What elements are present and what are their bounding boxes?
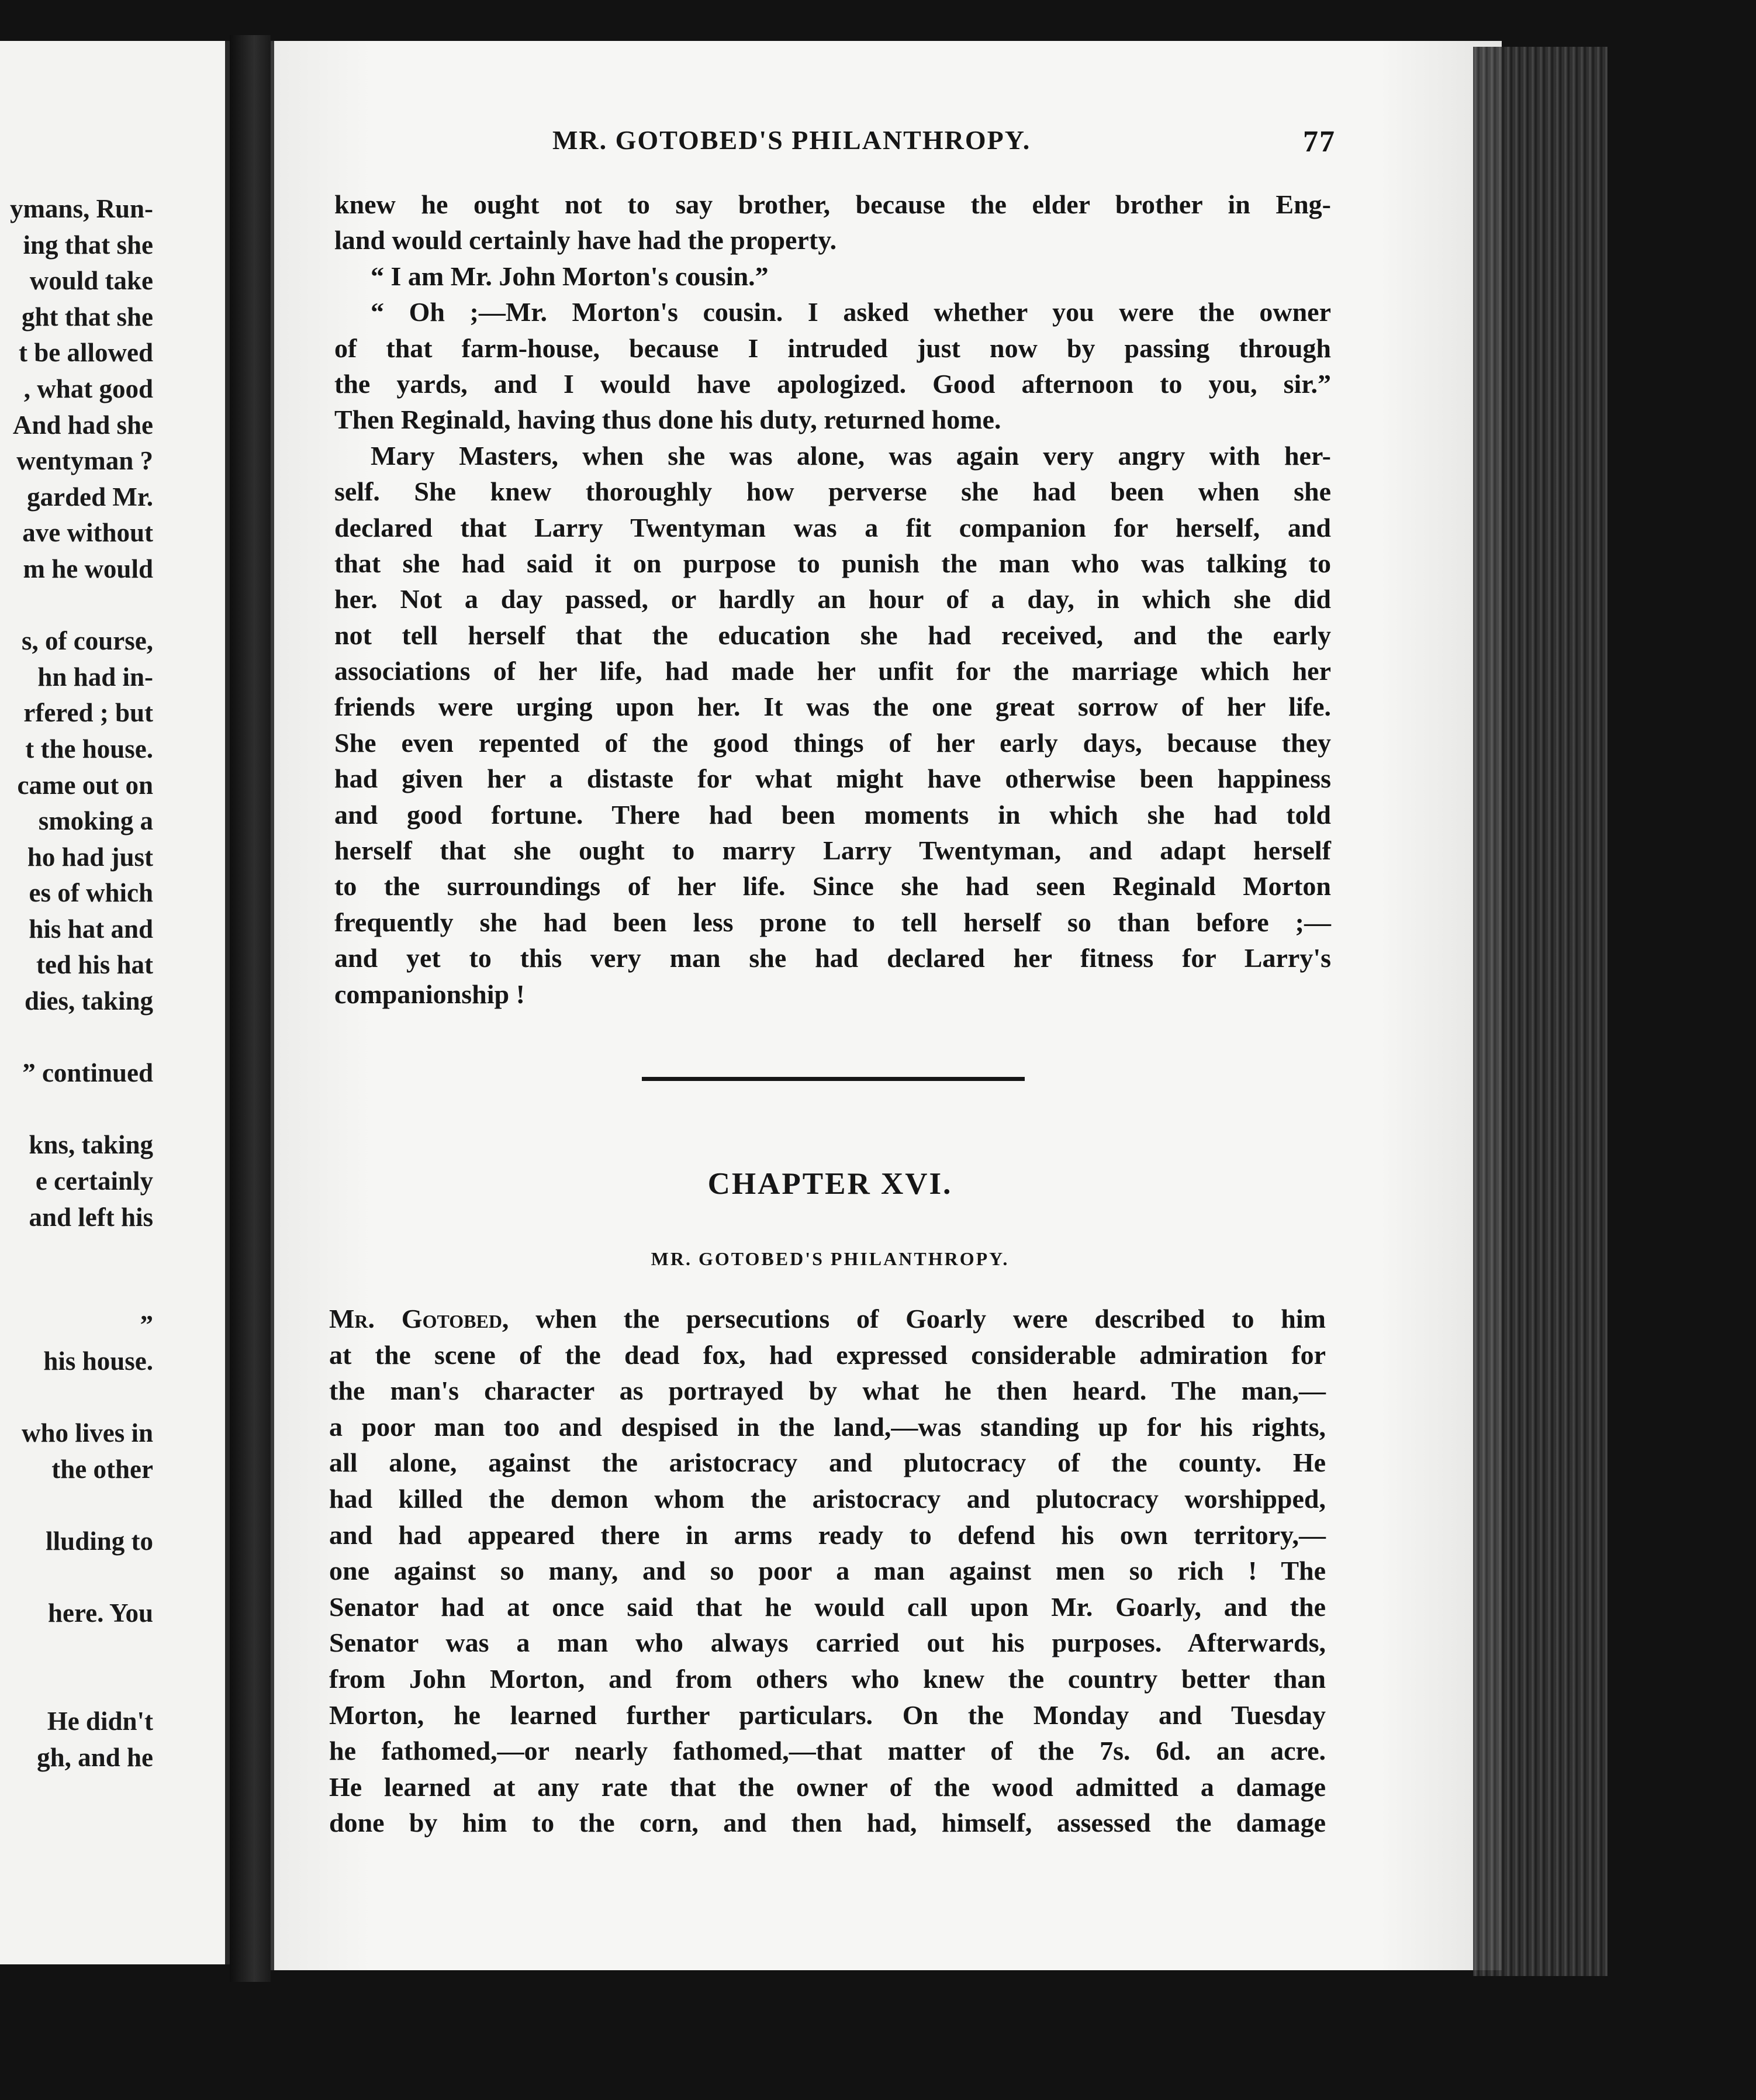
left-page-line: came out on	[17, 770, 153, 800]
left-page-line: ymans, Run-	[9, 194, 153, 223]
left-page-line: kns, taking	[29, 1130, 153, 1160]
left-page-line	[0, 1092, 153, 1128]
left-page-line	[0, 1632, 153, 1668]
body-line: friends were urging upon her. It was the one great sorrow of her life.	[334, 692, 1331, 722]
chapter-line: Morton, he learned further particulars. On the Monday and Tuesday	[329, 1700, 1326, 1730]
left-page-line: gh, and he	[37, 1742, 153, 1772]
left-page-line: ing that she	[23, 230, 153, 260]
left-page-line: He didn't	[47, 1706, 153, 1736]
page-edges	[1473, 47, 1608, 1976]
body-line: land would certainly have had the property.	[334, 225, 837, 255]
chapter-line: from John Morton, and from others who knew the country better than	[329, 1663, 1326, 1694]
left-page-line: wentyman ?	[16, 446, 153, 476]
body-line: Mary Masters, when she was alone, was again very angry with her-	[371, 440, 1331, 471]
left-page-line	[0, 1020, 153, 1056]
left-page-line: smoking a	[38, 806, 153, 836]
left-page-line: lluding to	[46, 1526, 153, 1556]
body-line: and good fortune. There had been moments in which she had told	[334, 799, 1331, 830]
left-page-line: his hat and	[29, 914, 153, 944]
left-page-line: ho had just	[27, 842, 153, 872]
body-line: She even repented of the good things of her early days, because they	[334, 727, 1331, 758]
chapter-line: He learned at any rate that the owner of the wood admitted a damage	[329, 1771, 1326, 1802]
body-line: companionship !	[334, 979, 525, 1009]
body-line: herself that she ought to marry Larry Twentyman, and adapt herself	[334, 835, 1331, 866]
left-page-line: and left his	[29, 1202, 153, 1232]
left-page-line: here. You	[48, 1598, 153, 1628]
left-page-line: garded Mr.	[27, 482, 153, 512]
left-page-line: his house.	[43, 1346, 153, 1376]
body-line: to the surroundings of her life. Since she had seen Reginald Morton	[334, 871, 1331, 902]
left-page-line	[0, 1667, 153, 1704]
left-page-line: rfered ; but	[23, 698, 153, 728]
body-line: her. Not a day passed, or hardly an hour of a day, in which she did	[334, 584, 1331, 614]
chapter-text	[329, 1301, 1326, 1841]
body-line: had given her a distaste for what might have otherwise been happiness	[334, 764, 1331, 794]
left-page-line: m he would	[23, 554, 153, 583]
left-page-line	[0, 1560, 153, 1596]
left-page-line: ted his hat	[36, 950, 153, 980]
chapter-line: a poor man too and despised in the land,—was standing up for his rights,	[329, 1411, 1326, 1442]
chapter-line: and had appeared there in arms ready to defend his own territory,—	[329, 1519, 1326, 1550]
left-page	[0, 41, 230, 1964]
left-page-line: the other	[51, 1454, 153, 1484]
left-page-line: ave without	[22, 518, 153, 548]
left-page-line: dies, taking	[24, 986, 153, 1016]
body-line: that she had said it on purpose to punish the man who was talking to	[334, 548, 1331, 578]
chapter-line: one against so many, and so poor a man against men so rich ! The	[329, 1556, 1326, 1586]
chapter-line: he fathomed,—or nearly fathomed,—that matter of the 7s. 6d. an acre.	[329, 1736, 1326, 1766]
body-line: not tell herself that the education she had received, and the early	[334, 620, 1331, 650]
section-rule	[642, 1077, 1025, 1081]
body-line: self. She knew thoroughly how perverse she had been when she	[334, 476, 1331, 507]
left-page-line: would take	[29, 266, 153, 296]
left-page-text	[0, 191, 153, 1776]
chapter-line: Senator had at once said that he would call upon Mr. Goarly, and the	[329, 1591, 1326, 1622]
left-page-line	[0, 1487, 153, 1524]
chapter-line: all alone, against the aristocracy and plutocracy of the county. He	[329, 1448, 1326, 1478]
left-page-line	[0, 1380, 153, 1416]
left-page-line: es of which	[29, 878, 153, 908]
left-page-line	[0, 1235, 153, 1272]
left-page-line	[0, 588, 153, 624]
body-line: associations of her life, had made her unfit for the marriage which her	[334, 656, 1331, 686]
body-line: and yet to this very man she had declared her fitness for Larry's	[334, 943, 1331, 973]
page-header	[552, 125, 1336, 165]
left-page-line: ”	[140, 1310, 153, 1340]
chapter-line: had killed the demon whom the aristocracy and plutocracy worshipped,	[329, 1483, 1326, 1514]
body-line: declared that Larry Twentyman was a fit companion for herself, and	[334, 512, 1331, 543]
page-number: 77	[1303, 125, 1336, 158]
left-page-line: t the house.	[25, 734, 153, 764]
book-gutter	[230, 35, 271, 1982]
chapter-subtitle: MR. GOTOBED'S PHILANTHROPY.	[651, 1248, 1010, 1269]
left-page-line: And had she	[12, 410, 153, 440]
left-page-line: s, of course,	[22, 626, 153, 656]
body-line: the yards, and I would have apologized. Good afternoon to you, sir.”	[334, 368, 1331, 399]
body-line: “ I am Mr. John Morton's cousin.”	[371, 261, 769, 291]
body-line: frequently she had been less prone to tell herself so than before ;—	[334, 907, 1331, 937]
chapter-line: Senator was a man who always carried out his purposes. Afterwards,	[329, 1628, 1326, 1658]
left-page-line	[0, 1272, 153, 1308]
left-page-line: ” continued	[22, 1058, 153, 1088]
chapter-opening-word: Mr. Gotobed,	[329, 1304, 509, 1334]
left-page-line: ght that she	[21, 302, 153, 331]
chapter-line: done by him to the corn, and then had, himself, assessed the damage	[329, 1808, 1326, 1838]
left-page-line: who lives in	[21, 1418, 153, 1448]
body-line: Then Reginald, having thus done his duty, returned home.	[334, 405, 1001, 435]
left-page-line: t be allowed	[19, 338, 153, 368]
running-title: MR. GOTOBED'S PHILANTHROPY.	[552, 125, 1031, 155]
chapter-first-line-rest: when the persecutions of Goarly were described to him	[509, 1304, 1326, 1334]
body-line: “ Oh ;—Mr. Morton's cousin. I asked whether you were the owner	[371, 297, 1331, 327]
chapter-line: at the scene of the dead fox, had expressed considerable admiration for	[329, 1339, 1326, 1370]
body-line: knew he ought not to say brother, because the elder brother in Eng-	[334, 189, 1331, 219]
chapter-title: CHAPTER XVI.	[707, 1167, 953, 1201]
left-page-line: , what good	[23, 374, 153, 403]
body-text	[334, 186, 1331, 1012]
chapter-first-line	[329, 1301, 1326, 1337]
chapter-line: the man's character as portrayed by what he then heard. The man,—	[329, 1376, 1326, 1406]
body-line: of that farm-house, because I intruded just now by passing through	[334, 333, 1331, 363]
left-page-line: e certainly	[35, 1166, 153, 1196]
left-page-line: hn had in-	[37, 662, 153, 692]
